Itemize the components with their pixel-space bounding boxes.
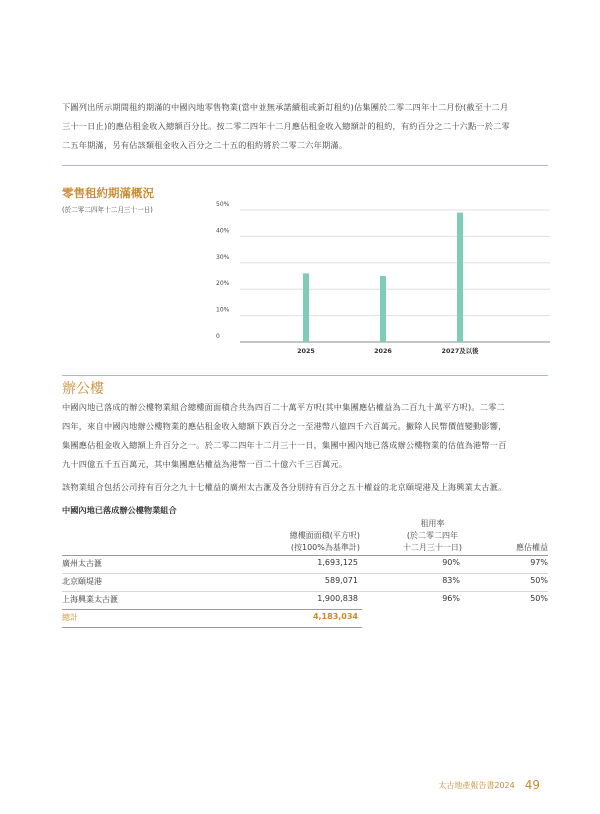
chart-heading: 零售租約期滿概況 (62, 186, 154, 200)
table-row (62, 556, 548, 573)
y-tick-label: 40% (216, 227, 230, 235)
cell-occupancy: 83% (442, 576, 460, 585)
x-tick-label: 2026 (374, 347, 392, 355)
intro-paragraph (62, 98, 548, 155)
bar (303, 273, 309, 342)
table-title: 中國內地已落成辦公樓物業組合 (62, 505, 177, 515)
x-tick-label: 2027及以後 (441, 347, 479, 355)
cell-area: 589,071 (324, 576, 358, 585)
header-occupancy (403, 518, 462, 554)
y-tick-label: 10% (216, 306, 230, 314)
cell-total-area: 4,183,034 (312, 612, 358, 621)
section-divider (62, 165, 548, 166)
y-tick-label: 20% (216, 280, 230, 288)
header-area-line: 總樓面面積(平方呎) (289, 531, 360, 540)
office-line: 中國內地已落成的辦公樓物業組合總樓面面積合共為四百二十萬平方呎(其中集團應佔權益為二百九十萬平方呎)。二零二 (62, 402, 505, 412)
y-tick-label: 0 (216, 333, 220, 340)
header-occupancy-line: 租用率 (420, 519, 445, 528)
header-interest (516, 542, 548, 554)
intro-line: 二五年期滿，另有佔該類租金收入百分之二十五的租約將於二零二六年期滿。 (62, 140, 348, 150)
table-row (62, 592, 548, 609)
office-paragraph-2: 該物業組合包括公司持有百分之九十七權益的廣州太古滙及各分別持有百分之五十權益的北京頤堤港及上海興業太古滙。 (62, 482, 507, 492)
cell-total-name: 總計 (62, 613, 78, 622)
lease-expiry-chart (200, 198, 550, 363)
office-heading: 辦公樓 (62, 381, 104, 397)
cell-interest: 50% (530, 576, 548, 585)
bar (380, 276, 386, 342)
office-paragraph-1 (62, 398, 548, 474)
header-area-line: (按100%為基準計) (290, 543, 360, 552)
page-footer (438, 778, 540, 792)
report-title: 太古地產報告書2024 (438, 781, 515, 790)
header-area (290, 530, 360, 554)
header-interest-line: 應佔權益 (516, 543, 548, 552)
chart-subheading: (於二零二四年十二月三十一日) (62, 206, 153, 214)
office-line: 集團應佔租金收入總額上升百分之一。於二零二四年十二月三十一日，集團中國內地已落成辦公樓物業的估值為港幣一百 (62, 440, 507, 450)
bar (457, 213, 463, 342)
intro-line: 下圖列出所示期間租約期滿的中國內地零售物業(當中並無承諾續租或新訂租約)佔集團於二零二四年十二月份(截至十二月 (62, 102, 509, 112)
intro-line: 三十一日止)的應佔租金收入總額百分比。按二零二四年十二月應佔租金收入總額計的租約，有約百分之二十六點一於二零 (62, 121, 510, 131)
x-tick-label: 2025 (297, 347, 315, 355)
cell-interest: 97% (530, 558, 548, 567)
cell-name: 北京頤堤港 (62, 577, 102, 586)
y-tick-label: 50% (216, 201, 230, 208)
cell-name: 廣州太古滙 (62, 559, 102, 568)
page-number: 49 (524, 778, 540, 792)
section-divider (62, 375, 548, 376)
office-line: 四年，來自中國內地辦公樓物業的應佔租金收入總額下跌百分之一至港幣八億四千六百萬元。撇除人民幣價值變動影響， (62, 421, 507, 431)
cell-area: 1,693,125 (317, 558, 358, 567)
office-line: 九十四億五千五百萬元，其中集團應佔權益為港幣一百二十億六千三百萬元。 (62, 459, 348, 469)
cell-area: 1,900,838 (317, 594, 358, 603)
header-occupancy-line: 十二月三十一日) (402, 543, 462, 552)
cell-name: 上海興業太古滙 (62, 595, 118, 604)
cell-occupancy: 90% (442, 558, 460, 567)
y-tick-label: 30% (216, 253, 230, 261)
cell-occupancy: 96% (442, 594, 460, 603)
cell-interest: 50% (530, 594, 548, 603)
total-bottom-rule (62, 627, 362, 628)
table-total-row (62, 610, 548, 627)
table-row (62, 574, 548, 591)
header-occupancy-line: (於二零二四年 (406, 531, 458, 540)
